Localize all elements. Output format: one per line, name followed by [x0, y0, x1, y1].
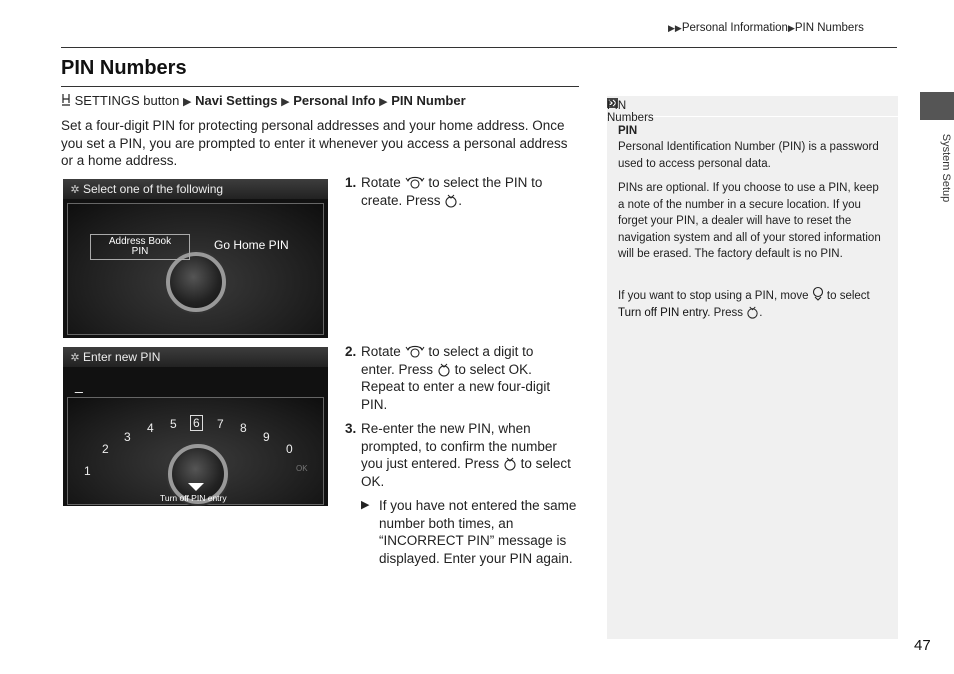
step-text-part: to select	[454, 361, 505, 377]
step-text-part: Rotate	[361, 175, 401, 190]
sidebar-bold-term: Turn off PIN entry	[618, 306, 708, 319]
step-number: 3.	[345, 421, 357, 436]
press-icon	[746, 306, 759, 319]
title-rule	[61, 86, 579, 87]
ok-key[interactable]: OK	[296, 464, 308, 473]
step-text-part: .	[458, 192, 463, 208]
move-down-icon	[812, 286, 824, 302]
screen-header	[63, 179, 328, 199]
digit-6-selected[interactable]: 6	[190, 415, 203, 431]
step-text-part: to select the PIN to create. Press	[361, 175, 543, 208]
step-2	[345, 343, 580, 415]
press-icon	[444, 194, 458, 208]
ok-label: OK	[508, 361, 529, 377]
step-text	[361, 343, 566, 413]
step-text	[361, 174, 581, 209]
note-arrow: ▶	[361, 499, 370, 511]
nav-prefix: SETTINGS button	[74, 93, 180, 108]
sidebar-text-part: If you want to stop using a PIN, move	[618, 290, 809, 302]
nav-item-navi-settings: Navi Settings	[195, 93, 278, 108]
ok-label: OK	[361, 473, 381, 489]
step-1	[345, 174, 580, 214]
nav-sep: ▶	[281, 96, 290, 108]
step-number: 2.	[345, 344, 357, 359]
digit-2[interactable]: 2	[102, 442, 109, 456]
sidebar-text-part: . Press	[707, 306, 744, 319]
section-tab-label: System Setup	[940, 133, 953, 203]
sidebar-paragraph-2	[618, 286, 888, 321]
step-3	[345, 420, 580, 492]
rotate-icon	[405, 174, 425, 190]
breadcrumb	[668, 22, 864, 34]
nav-sep: ▶	[183, 96, 192, 108]
breadcrumb-sep: ▶	[787, 23, 795, 33]
screen-select-pin	[63, 179, 328, 338]
digit-8[interactable]: 8	[240, 421, 247, 435]
breadcrumb-page: PIN Numbers	[794, 22, 864, 34]
top-rule	[61, 47, 897, 48]
page-number: 47	[914, 637, 931, 654]
intro-paragraph: Set a four-digit PIN for protecting personal addresses and your home address. Once you set a PIN, you are prompted to enter it whenever you access a personal address or a home address.	[61, 118, 568, 168]
breadcrumb-section[interactable]: Personal Information	[681, 22, 788, 34]
page-title: PIN Numbers	[61, 57, 187, 79]
turn-off-pin-button[interactable]: Turn off PIN entry	[160, 493, 227, 503]
sidebar-header-inner	[607, 98, 654, 124]
press-icon	[503, 457, 517, 471]
sidebar-header-text: PIN Numbers	[607, 100, 654, 124]
step-text-part: .	[380, 473, 385, 489]
sidebar-pin-title: PIN	[618, 125, 638, 137]
press-icon	[437, 363, 451, 377]
note-text: If you have not entered the same number both times, an “INCORRECT PIN” message is displayed. Enter your PIN again.	[379, 498, 577, 566]
screen-header-text: Enter new PIN	[83, 350, 161, 364]
rotate-icon	[405, 343, 425, 359]
breadcrumb-arrows: ▶▶	[668, 23, 682, 33]
digit-5[interactable]: 5	[170, 417, 177, 431]
step-text-part: Rotate	[361, 344, 401, 359]
nav-path	[61, 93, 466, 108]
sidebar-box	[607, 96, 898, 639]
digit-9[interactable]: 9	[263, 430, 270, 444]
step-text-part: to select	[520, 456, 571, 471]
sidebar-text-part: to select	[826, 290, 870, 302]
step-text-part: to select a digit to enter. Press	[361, 344, 534, 377]
sidebar-pin-definition: Personal Identification Number (PIN) is a password used to access personal data.	[618, 141, 879, 170]
nav-item-pin-number: PIN Number	[391, 93, 466, 108]
gear-icon: ✲	[70, 184, 80, 196]
step-text	[361, 420, 579, 490]
digit-3[interactable]: 3	[124, 430, 131, 444]
pin-cursor: _	[75, 377, 83, 393]
digit-4[interactable]: 4	[147, 421, 154, 435]
nav-sep: ▶	[379, 96, 388, 108]
gear-icon: ✲	[70, 352, 80, 364]
nav-item-personal-info: Personal Info	[293, 93, 376, 108]
go-home-pin-option[interactable]: Go Home PIN	[214, 238, 289, 252]
sidebar-paragraph-1: PINs are optional. If you choose to use a PIN, keep a note of the number in a secure location. If you forget your PIN, a dealer will have to reset the navigation system and all of your stored information will be erased. The factory default is no PIN.	[618, 182, 881, 260]
digit-0[interactable]: 0	[286, 442, 293, 456]
address-book-pin-button[interactable]	[90, 234, 190, 260]
sidebar-text-part: .	[759, 306, 763, 319]
button-line-1: Address Book	[108, 236, 172, 247]
home-icon	[61, 93, 71, 107]
control-knob	[166, 252, 226, 312]
screen-enter-pin	[63, 347, 328, 506]
step-text-part: . Repeat to enter a new four-digit PIN.	[361, 361, 551, 412]
sidebar-header	[607, 96, 898, 124]
screen-panel	[67, 203, 324, 335]
step-number: 1.	[345, 175, 357, 190]
step-text-part: Re-enter the new PIN, when prompted, to confirm the number you just entered. Press	[361, 421, 557, 471]
section-tab[interactable]	[920, 92, 954, 120]
digit-1[interactable]: 1	[84, 464, 91, 478]
chevron-down-icon	[188, 483, 204, 491]
digit-7[interactable]: 7	[217, 417, 224, 431]
screen-header	[63, 347, 328, 367]
button-line-2: PIN	[131, 246, 149, 257]
screen-header-text: Select one of the following	[83, 182, 224, 196]
